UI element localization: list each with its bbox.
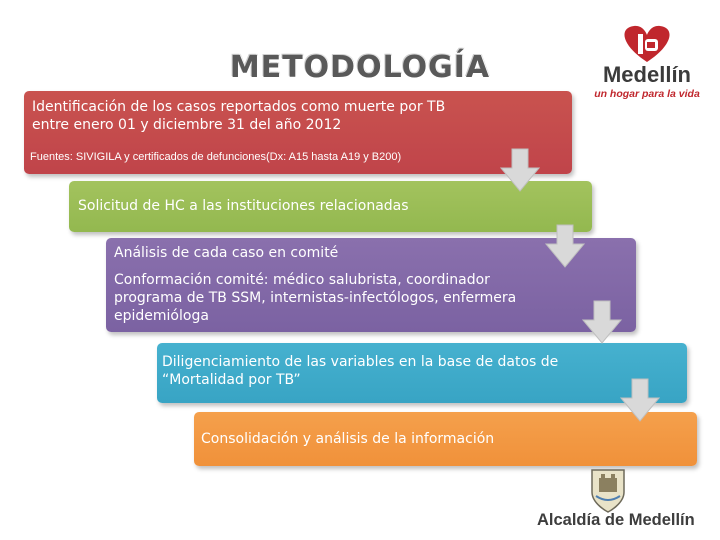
down-arrow-icon [500,148,540,192]
down-arrow-icon [582,300,622,344]
medellin-logo [592,22,702,100]
step-1-box [24,91,572,174]
coat-of-arms-icon [588,466,628,514]
step-2-line-1: Solicitud de HC a las instituciones relacionadas [78,198,409,214]
logo-tagline: un hogar para la vida [594,88,700,100]
footer-label: Alcaldía de Medellín [537,511,695,529]
page-title: METODOLOGÍA [229,50,491,85]
step-4-box [157,343,687,403]
down-arrow-icon [620,378,660,422]
step-3-line-4: epidemióloga [114,308,209,324]
logo-name: Medellín [602,62,691,87]
step-1-line-1: Identificación de los casos reportados como muerte por TB [32,99,446,115]
heart-logo-icon [592,22,702,66]
step-5-line-1: Consolidación y análisis de la información [201,431,495,447]
step-1-sources-note: Fuentes: SIVIGILA y certificados de defunciones(Dx: A15 hasta A19 y B200) [30,151,402,163]
step-3-line-3: programa de TB SSM, internistas-infectólogos, enfermera [114,290,517,306]
step-4-line-2: “Mortalidad por TB” [162,372,301,388]
down-arrow-icon [545,224,585,268]
step-3-line-2: Conformación comité: médico salubrista, coordinador [114,272,490,288]
step-3-line-1: Análisis de cada caso en comité [114,245,339,261]
step-4-line-1: Diligenciamiento de las variables en la base de datos de [162,354,559,370]
step-1-line-2: entre enero 01 y diciembre 31 del año 2012 [32,117,342,133]
